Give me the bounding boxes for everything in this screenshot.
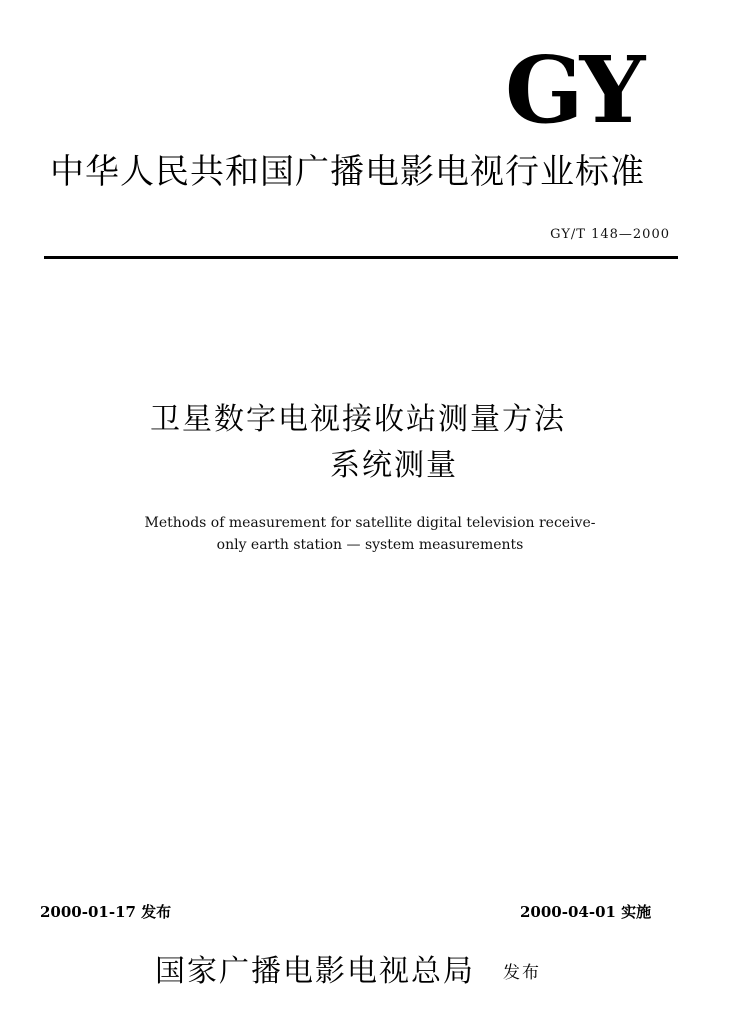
issue-date: 2000-01-17 发布 — [40, 903, 172, 921]
publisher-issue-label: 发布 — [503, 962, 541, 983]
document-subtitle: 系统测量 — [330, 448, 458, 483]
effective-date: 2000-04-01 实施 — [520, 903, 652, 921]
publisher-name: 国家广播电影电视总局 — [155, 954, 475, 989]
standard-number: GY/T 148—2000 — [550, 227, 670, 242]
gy-logo: GY — [505, 36, 642, 144]
english-title — [120, 512, 620, 556]
header-divider — [44, 256, 678, 259]
english-title-line-1: Methods of measurement for satellite digital television receive- — [144, 515, 596, 531]
publisher-line — [155, 952, 575, 993]
document-title: 卫星数字电视接收站测量方法 — [150, 402, 566, 437]
issuing-standard-category: 中华人民共和国广播电影电视行业标准 — [50, 152, 645, 192]
english-title-line-2: only earth station — system measurements — [216, 537, 524, 553]
